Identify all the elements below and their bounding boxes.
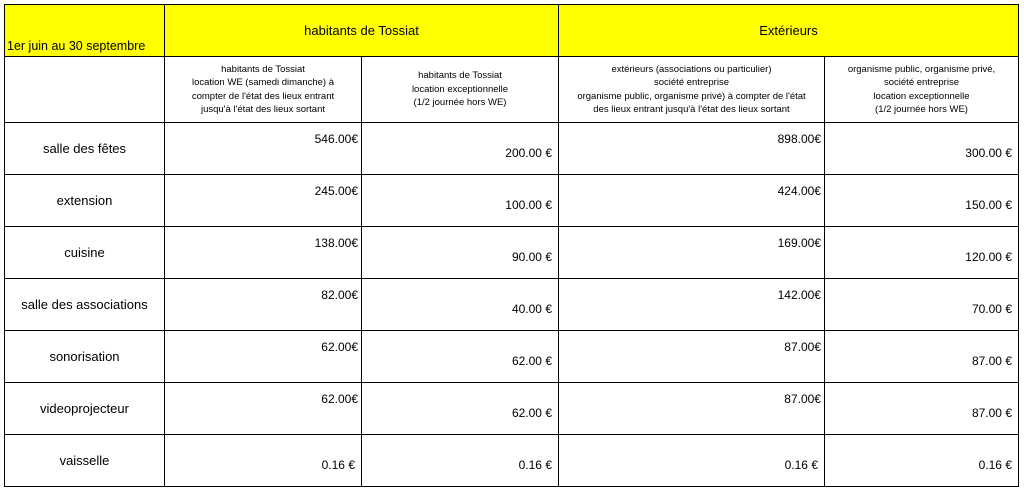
subheader-line: habitants de Tossiat: [221, 63, 305, 75]
subheader-line: location exceptionnelle: [411, 83, 509, 95]
price-cell: 142.00€: [559, 279, 825, 331]
table-row: [5, 227, 1019, 279]
table-row: [5, 279, 1019, 331]
price-cell: 70.00 €: [825, 279, 1019, 331]
subheader-row: [5, 57, 1019, 123]
table-row: [5, 123, 1019, 175]
price-cell: 100.00 €: [362, 175, 559, 227]
subheader-exterior-exceptional: [825, 57, 1019, 123]
subheader-residents-exceptional: [362, 57, 559, 123]
blank-corner-cell: [5, 57, 165, 123]
price-cell: 62.00 €: [362, 331, 559, 383]
row-label: extension: [5, 175, 165, 227]
residents-group-header: habitants de Tossiat: [165, 5, 559, 57]
subheader-line: société entreprise: [884, 77, 959, 88]
row-label: salle des fêtes: [5, 123, 165, 175]
price-cell: 87.00€: [559, 383, 825, 435]
price-cell: 300.00 €: [825, 123, 1019, 175]
price-cell: 138.00€: [165, 227, 362, 279]
price-cell: 82.00€: [165, 279, 362, 331]
subheader-line: (1/2 journée hors WE): [875, 104, 968, 115]
price-cell: 200.00 €: [362, 123, 559, 175]
subheader-line: organisme public, organisme privé) à compter de l'état: [577, 90, 806, 102]
row-label: cuisine: [5, 227, 165, 279]
table-row: [5, 435, 1019, 487]
price-cell: 62.00 €: [362, 383, 559, 435]
subheader-line: (1/2 journée hors WE): [413, 97, 507, 109]
rates-table: [4, 4, 1019, 487]
price-cell: 62.00€: [165, 331, 362, 383]
subheader-line: extérieurs (associations ou particulier): [611, 63, 772, 75]
price-cell: 87.00 €: [825, 331, 1019, 383]
price-cell: 245.00€: [165, 175, 362, 227]
table-row: [5, 383, 1019, 435]
price-cell: 0.16 €: [559, 435, 825, 487]
subheader-line: location WE (samedi dimanche) à: [191, 77, 335, 88]
price-cell: 87.00 €: [825, 383, 1019, 435]
subheader-line: jusqu'à l'état des lieux sortant: [200, 104, 326, 115]
price-cell: 169.00€: [559, 227, 825, 279]
subheader-exterior-weekend: [559, 57, 825, 123]
subheader-line: société entreprise: [654, 77, 729, 88]
price-cell: 0.16 €: [825, 435, 1019, 487]
price-cell: 546.00€: [165, 123, 362, 175]
price-cell: 0.16 €: [362, 435, 559, 487]
price-cell: 40.00 €: [362, 279, 559, 331]
price-cell: 120.00 €: [825, 227, 1019, 279]
price-cell: 424.00€: [559, 175, 825, 227]
row-label: videoprojecteur: [5, 383, 165, 435]
exterior-group-header: Extérieurs: [559, 5, 1019, 57]
subheader-line: location exceptionnelle: [873, 90, 970, 102]
subheader-line: des lieux entrant jusqu'à l'état des lieux sortant: [593, 104, 790, 115]
subheader-line: compter de l'état des lieux entrant: [191, 90, 335, 102]
price-cell: 898.00€: [559, 123, 825, 175]
group-header-row: [5, 5, 1019, 57]
price-cell: 90.00 €: [362, 227, 559, 279]
price-cell: 150.00 €: [825, 175, 1019, 227]
subheader-line: habitants de Tossiat: [418, 70, 502, 82]
table-row: [5, 175, 1019, 227]
price-cell: 87.00€: [559, 331, 825, 383]
subheader-residents-weekend: [165, 57, 362, 123]
row-label: salle des associations: [5, 279, 165, 331]
price-cell: 62.00€: [165, 383, 362, 435]
row-label: sonorisation: [5, 331, 165, 383]
period-header: 1er juin au 30 septembre: [5, 5, 165, 57]
row-label: vaisselle: [5, 435, 165, 487]
table-row: [5, 331, 1019, 383]
price-cell: 0.16 €: [165, 435, 362, 487]
subheader-line: organisme public, organisme privé,: [847, 63, 996, 75]
